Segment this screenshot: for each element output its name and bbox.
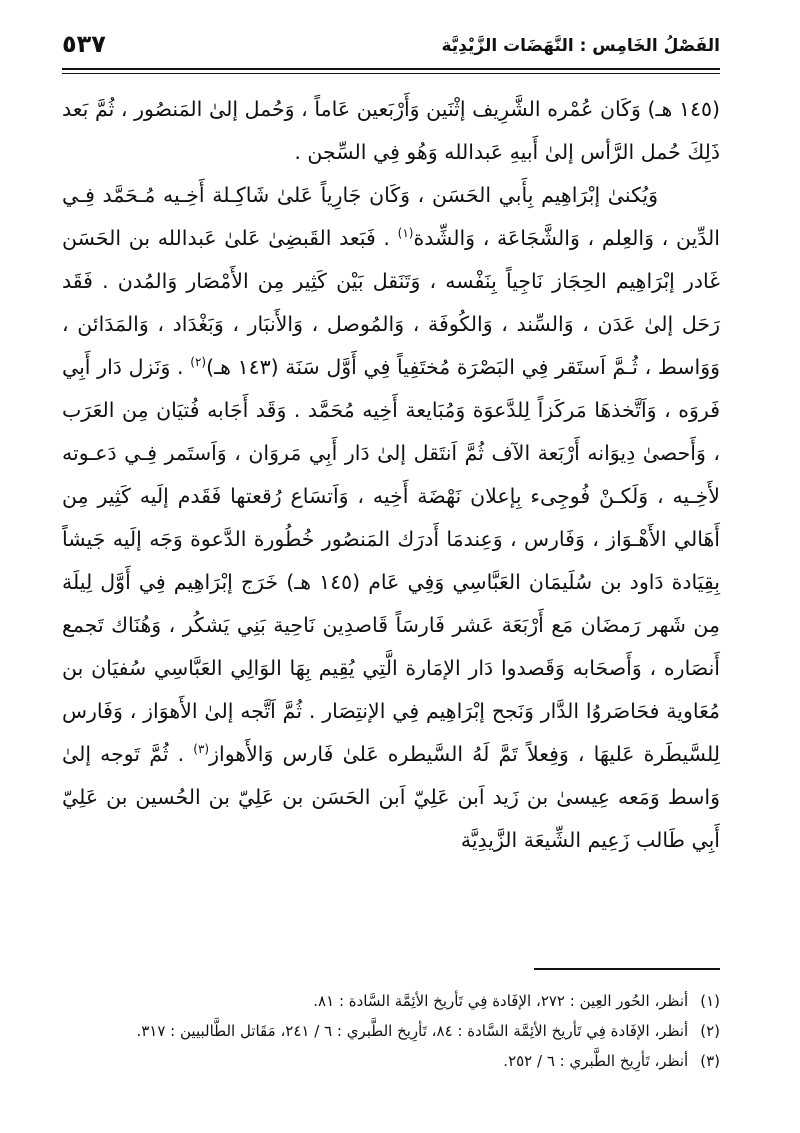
footnote-ref-3[interactable]: (٣) bbox=[193, 742, 210, 757]
footnote-text: أنظر، الإفَادة فِي تَأريخ الأئِمَّة السَّادة : ٨٤، تَأرِيخ الطَّبري : ٦ / ٢٤١، مَقَاتل الطَّالبيين : ٣١٧. bbox=[136, 1022, 689, 1040]
footnote-3 bbox=[62, 1046, 720, 1076]
page-header bbox=[62, 30, 720, 74]
header-rule-thin bbox=[62, 73, 720, 74]
footnote-separator bbox=[534, 968, 720, 970]
footnote-ref-1[interactable]: (١) bbox=[397, 226, 414, 241]
footnote-ref-2[interactable]: (٢) bbox=[190, 355, 207, 370]
page-number: ٥٣٧ bbox=[62, 30, 106, 58]
paragraph-1: (١٤٥ هـ) وَكَان عُمْره الشَّرِيف إثْنَين وَأَرْبَعين عَاماً ، وَحُمل إلىٰ المَنصُور ، ثُمَّ بَعد ذَلِكَ حُمل الرَّأس إلىٰ أَبيهِ عَبدالله وَهُو فِي السِّجن . bbox=[62, 97, 720, 164]
paragraph-2-part-2: . فَبَعد القَبضِىٰ عَلىٰ عَبدالله بن الحَسَن غَادر إبْرَاهِيم الحِجَاز نَاجِياً بِنَفْسه ، وَتَنَقل بَيْن كَثِير مِن الأَمْصَار وَالمُدن . فَقَد رَحَل إلىٰ عَدَن ، وَالسِّند ، وَالكُوفَة ، وَالمُوصل ، وَالأَنبَار ، وَبَغْدَاد ، وَالمَدَائن ، وَوَاسط ، ثُـمَّ اَستَقر فِي البَصْرَة مُختَفِياً فِي أَوَّل سَنَة (١٤٣ هـ) bbox=[62, 226, 720, 379]
paragraph-2-part-4: . ثُمَّ تَوجه إلىٰ وَاسط وَمَعه عِيسىٰ بن زَيد اَبن عَلِيّ اَبن الحَسَن بن عَلِيّ بن الحُسين بن عَلِيّ أَبِي طَالب زَعِيم الشِّيعَة الزَّيدِيَّة bbox=[62, 742, 720, 852]
header-rule-thick bbox=[62, 68, 720, 70]
footnotes bbox=[62, 986, 720, 1076]
footnote-number: (٣) bbox=[700, 1052, 720, 1070]
footnote-number: (١) bbox=[700, 992, 720, 1010]
paragraph-2-part-1: وَيُكنىٰ إبْرَاهِيم بِأَبي الحَسَن ، وَكَان جَارِياً عَلىٰ شَاكِـلة أَخِـيه مُـحَمَّد فِـي الدِّين ، وَالعِلم ، وَالشَّجَاعَة ، وَالشِّدة bbox=[62, 183, 720, 250]
footnote-number: (٢) bbox=[700, 1022, 720, 1040]
paragraph-2-part-3: . وَنَزل دَار أَبِي فَروَه ، وَاَتَّخذهَا مَركَزاً لِلدَّعوَة وَمُبَايعة أَخِيه مُحَمَّد . وَقَد أَجَابه فُتيَان مِن العَرَب ، وَأَحصىٰ دِيوَانه أَرْبَعة الآف ثُمَّ اَنتَقل إلىٰ دَار أَبِي مَروَان ، وَاَستَمر فِـي دَعـوته لأَخِـيه ، وَلَكـنْ فُوجِىء بِإعلان نَهْضَة أَخِيه ، وَاَتسَاع رُقعتها فَقَدم إلَيه كَثِير مِن أَهَالي الأَهْـوَاز ، وَفَارس ، وَعِندمَا أَدرَك المَنصُور خُطُورة الدَّعوة وَجَه إلَيه جَيشاً بِقِيَادة دَاود بن سُلَيمَان العَبَّاسِي وَفِي عَام (١٤٥ هـ) خَرَج إبْرَاهِيم فِي أَوَّل لِيلَة مِن شَهر رَمضَان مَع أَرْبَعَة عَشر فَارسَاً قَاصدِين نَاحِية بَنِي يَشكُر ، وَهُنَاك تَجمع أَنصَاره ، وَأَصحَابه وَقَصدوا دَار الإمَارة الَّتِي يُقِيم بِهَا الوَالِي العَبَّاسِي سُفيَان بن مُعَاوية فحَاصَروُا الدَّار وَنَجح إبْرَاهِيم فِي الإنتِصَار . ثُمَّ اَتَّجه إلىٰ الأَهوَاز ، وَفَارس لِلسَّيطَرة عَليهَا ، وَفِعلاً تَمَّ لَهُ السَّيطره عَلىٰ فَارس وَالأَهواز bbox=[62, 355, 720, 766]
main-text bbox=[62, 88, 720, 862]
footnote-2 bbox=[62, 1016, 720, 1046]
footnote-1 bbox=[62, 986, 720, 1016]
chapter-title: الفَصْلُ الخَامِس : النَّهَضَات الزَّيْدِيَّة bbox=[441, 36, 720, 56]
footnote-text: أنظر، الحُور العِين : ٢٧٢، الإفَادة فِي تَأريخ الأئِمَّة السَّادة : ٨١. bbox=[313, 992, 689, 1010]
footnote-text: أنظر، تَأرِيخ الطَّبري : ٦ / ٢٥٢. bbox=[503, 1052, 689, 1070]
paragraph-2 bbox=[62, 174, 720, 862]
